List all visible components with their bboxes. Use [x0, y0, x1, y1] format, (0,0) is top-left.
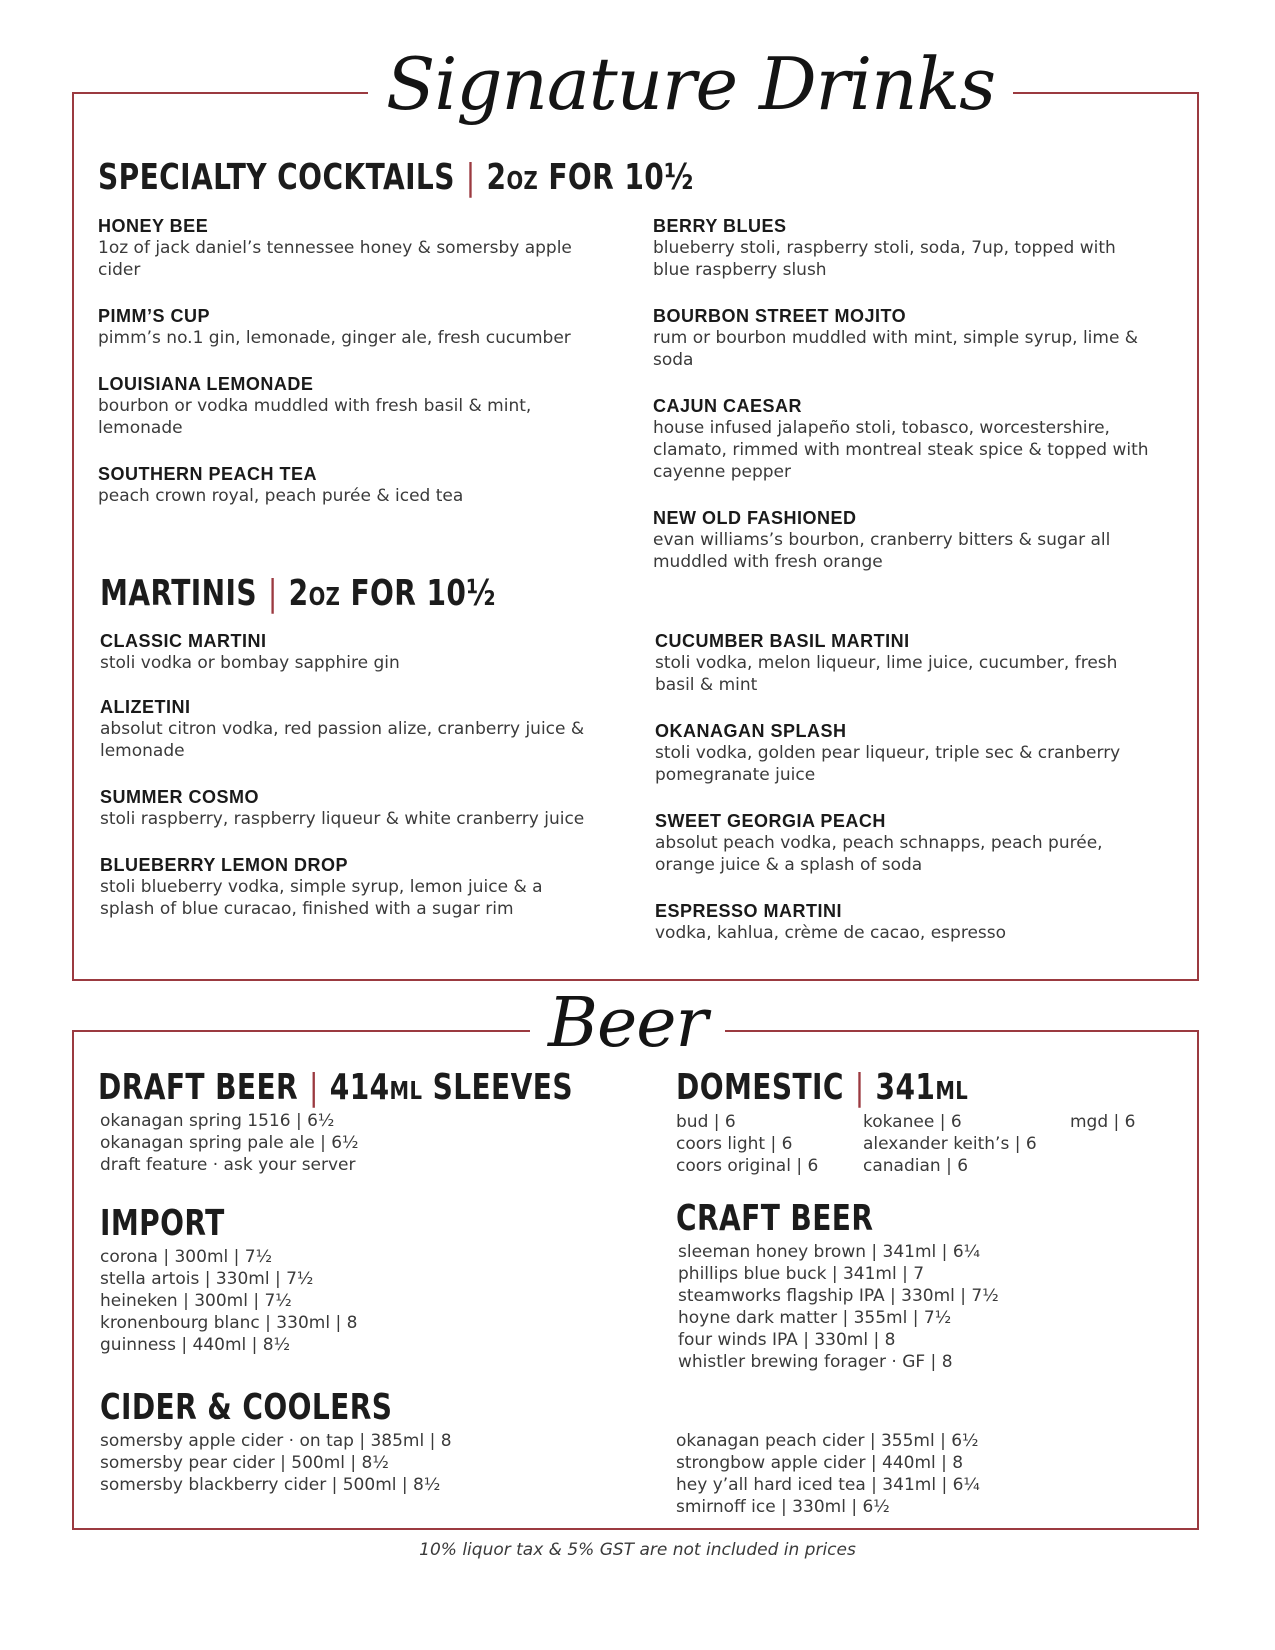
menu-item [655, 720, 1155, 786]
list-item: heineken | 300ml | 7½ [100, 1291, 292, 1311]
domestic-col-3 [1070, 1111, 1180, 1133]
item-name: SUMMER COSMO [100, 787, 259, 807]
item-description: stoli raspberry, raspberry liqueur & white cranberry juice [100, 809, 585, 829]
menu-item [98, 305, 588, 349]
item-name: HONEY BEE [98, 216, 209, 236]
cider-coolers-heading: CIDER & COOLERS [100, 1387, 393, 1428]
menu-item [98, 373, 588, 439]
specialty-price-rest: FOR 10½ [538, 157, 694, 198]
item-description: peach crown royal, peach purée & iced tea [98, 486, 464, 506]
menu-item [98, 215, 588, 281]
menu-item [100, 630, 590, 674]
menu-item [653, 507, 1153, 573]
martinis-heading-text: MARTINIS [100, 573, 257, 614]
item-name: SOUTHERN PEACH TEA [98, 464, 318, 484]
list-item: four winds IPA | 330ml | 8 [678, 1330, 896, 1350]
list-item: coors light | 6 [676, 1134, 793, 1154]
domestic-col-1 [676, 1111, 856, 1177]
menu-item [655, 810, 1155, 876]
list-item: alexander keith’s | 6 [863, 1134, 1037, 1154]
list-item: kokanee | 6 [863, 1112, 962, 1132]
list-item: okanagan peach cider | 355ml | 6½ [676, 1431, 979, 1451]
list-item: stella artois | 330ml | 7½ [100, 1269, 314, 1289]
martinis-price-rest: FOR 10½ [340, 573, 496, 614]
menu-item [653, 305, 1153, 371]
list-item: smirnoff ice | 330ml | 6½ [676, 1497, 890, 1517]
item-name: LOUISIANA LEMONADE [98, 374, 314, 394]
item-name: CUCUMBER BASIL MARTINI [655, 631, 910, 651]
item-description: stoli vodka, golden pear liqueur, triple sec & cranberry pomegranate juice [655, 743, 1121, 785]
specialty-right-column [653, 215, 1153, 597]
draft-size-rest: SLEEVES [422, 1067, 573, 1108]
specialty-cocktails-heading [98, 157, 694, 198]
item-name: CLASSIC MARTINI [100, 631, 267, 651]
list-item: okanagan spring 1516 | 6½ [100, 1111, 335, 1131]
list-item: hey y’all hard iced tea | 341ml | 6¼ [676, 1475, 980, 1495]
menu-item [100, 786, 590, 830]
item-description: evan williams’s bourbon, cranberry bitters & sugar all muddled with fresh orange [653, 530, 1111, 572]
list-item: corona | 300ml | 7½ [100, 1247, 273, 1267]
item-description: stoli vodka, melon liqueur, lime juice, cucumber, fresh basil & mint [655, 653, 1118, 695]
item-name: ALIZETINI [100, 697, 191, 717]
domestic-heading [676, 1067, 969, 1108]
list-item: somersby apple cider · on tap | 385ml | 8 [100, 1431, 452, 1451]
item-description: absolut citron vodka, red passion alize, cranberry juice & lemonade [100, 719, 585, 761]
item-description: bourbon or vodka muddled with fresh basil & mint, lemonade [98, 396, 532, 438]
item-description: blueberry stoli, raspberry stoli, soda, 7up, topped with blue raspberry slush [653, 238, 1116, 280]
list-item: bud | 6 [676, 1112, 736, 1132]
martinis-price-amount: 2 [288, 573, 309, 614]
martinis-price-unit: OZ [308, 582, 341, 611]
cider-right-list [676, 1430, 1166, 1518]
divider-bar: | [854, 1067, 865, 1108]
item-name: OKANAGAN SPLASH [655, 721, 847, 741]
menu-item [655, 900, 1155, 944]
specialty-price-amount: 2 [486, 157, 507, 198]
item-description: vodka, kahlua, crème de cacao, espresso [655, 923, 1007, 943]
draft-size-amount: 414 [329, 1067, 390, 1108]
item-name: ESPRESSO MARTINI [655, 901, 843, 921]
martinis-heading [100, 573, 496, 614]
list-item: strongbow apple cider | 440ml | 8 [676, 1453, 964, 1473]
menu-item [653, 215, 1153, 281]
item-name: PIMM’S CUP [98, 306, 211, 326]
list-item: okanagan spring pale ale | 6½ [100, 1133, 359, 1153]
divider-bar: | [465, 157, 476, 198]
specialty-heading-text: SPECIALTY COCKTAILS [98, 157, 455, 198]
draft-beer-list [100, 1110, 590, 1176]
list-item: somersby pear cider | 500ml | 8½ [100, 1453, 389, 1473]
list-item: coors original | 6 [676, 1156, 819, 1176]
specialty-price-unit: OZ [506, 166, 539, 195]
import-heading: IMPORT [100, 1203, 225, 1244]
menu-item [100, 854, 590, 920]
item-name: CAJUN CAESAR [653, 396, 803, 416]
cider-left-list [100, 1430, 590, 1496]
martinis-left-column [100, 630, 590, 944]
item-name: NEW OLD FASHIONED [653, 508, 857, 528]
menu-item [100, 696, 590, 762]
draft-beer-heading [98, 1067, 573, 1108]
divider-bar: | [308, 1067, 319, 1108]
craft-beer-heading: CRAFT BEER [676, 1198, 874, 1239]
divider-bar: | [267, 573, 278, 614]
item-description: pimm’s no.1 gin, lemonade, ginger ale, fresh cucumber [98, 328, 571, 348]
domestic-col-2 [863, 1111, 1063, 1177]
list-item: mgd | 6 [1070, 1112, 1136, 1132]
draft-heading-text: DRAFT BEER [98, 1067, 299, 1108]
menu-item [653, 395, 1153, 483]
list-item: whistler brewing forager · GF | 8 [678, 1352, 953, 1372]
list-item: sleeman honey brown | 341ml | 6¼ [678, 1242, 981, 1262]
beer-title: Beer [530, 990, 725, 1058]
specialty-left-column [98, 215, 588, 531]
item-description: rum or bourbon muddled with mint, simple syrup, lime & soda [653, 328, 1139, 370]
item-name: BERRY BLUES [653, 216, 787, 236]
menu-item [655, 630, 1155, 696]
list-item: steamworks flagship IPA | 330ml | 7½ [678, 1286, 999, 1306]
domestic-heading-text: DOMESTIC [676, 1067, 844, 1108]
craft-beer-list [678, 1241, 1168, 1373]
item-description: stoli blueberry vodka, simple syrup, lemon juice & a splash of blue curacao, finished with a sugar rim [100, 877, 543, 919]
menu-item [98, 463, 588, 507]
list-item: guinness | 440ml | 8½ [100, 1335, 291, 1355]
item-description: stoli vodka or bombay sapphire gin [100, 653, 400, 673]
list-item: draft feature · ask your server [100, 1155, 356, 1175]
list-item: somersby blackberry cider | 500ml | 8½ [100, 1475, 441, 1495]
item-name: SWEET GEORGIA PEACH [655, 811, 886, 831]
item-description: absolut peach vodka, peach schnapps, peach purée, orange juice & a splash of soda [655, 833, 1103, 875]
import-list [100, 1246, 590, 1356]
domestic-size-amount: 341 [875, 1067, 936, 1108]
list-item: kronenbourg blanc | 330ml | 8 [100, 1313, 358, 1333]
domestic-size-unit: ML [935, 1076, 969, 1105]
tax-footnote: 10% liquor tax & 5% GST are not included in prices [419, 1540, 856, 1560]
list-item: hoyne dark matter | 355ml | 7½ [678, 1308, 952, 1328]
list-item: phillips blue buck | 341ml | 7 [678, 1264, 925, 1284]
draft-size-unit: ML [389, 1076, 423, 1105]
list-item: canadian | 6 [863, 1156, 969, 1176]
item-name: BLUEBERRY LEMON DROP [100, 855, 349, 875]
signature-drinks-title: Signature Drinks [368, 48, 1013, 120]
martinis-right-column [655, 630, 1155, 968]
item-description: house infused jalapeño stoli, tobasco, worcestershire, clamato, rimmed with montreal steak spice & topped with cayenne pepper [653, 418, 1149, 482]
item-description: 1oz of jack daniel’s tennessee honey & somersby apple cider [98, 238, 572, 280]
item-name: BOURBON STREET MOJITO [653, 306, 907, 326]
